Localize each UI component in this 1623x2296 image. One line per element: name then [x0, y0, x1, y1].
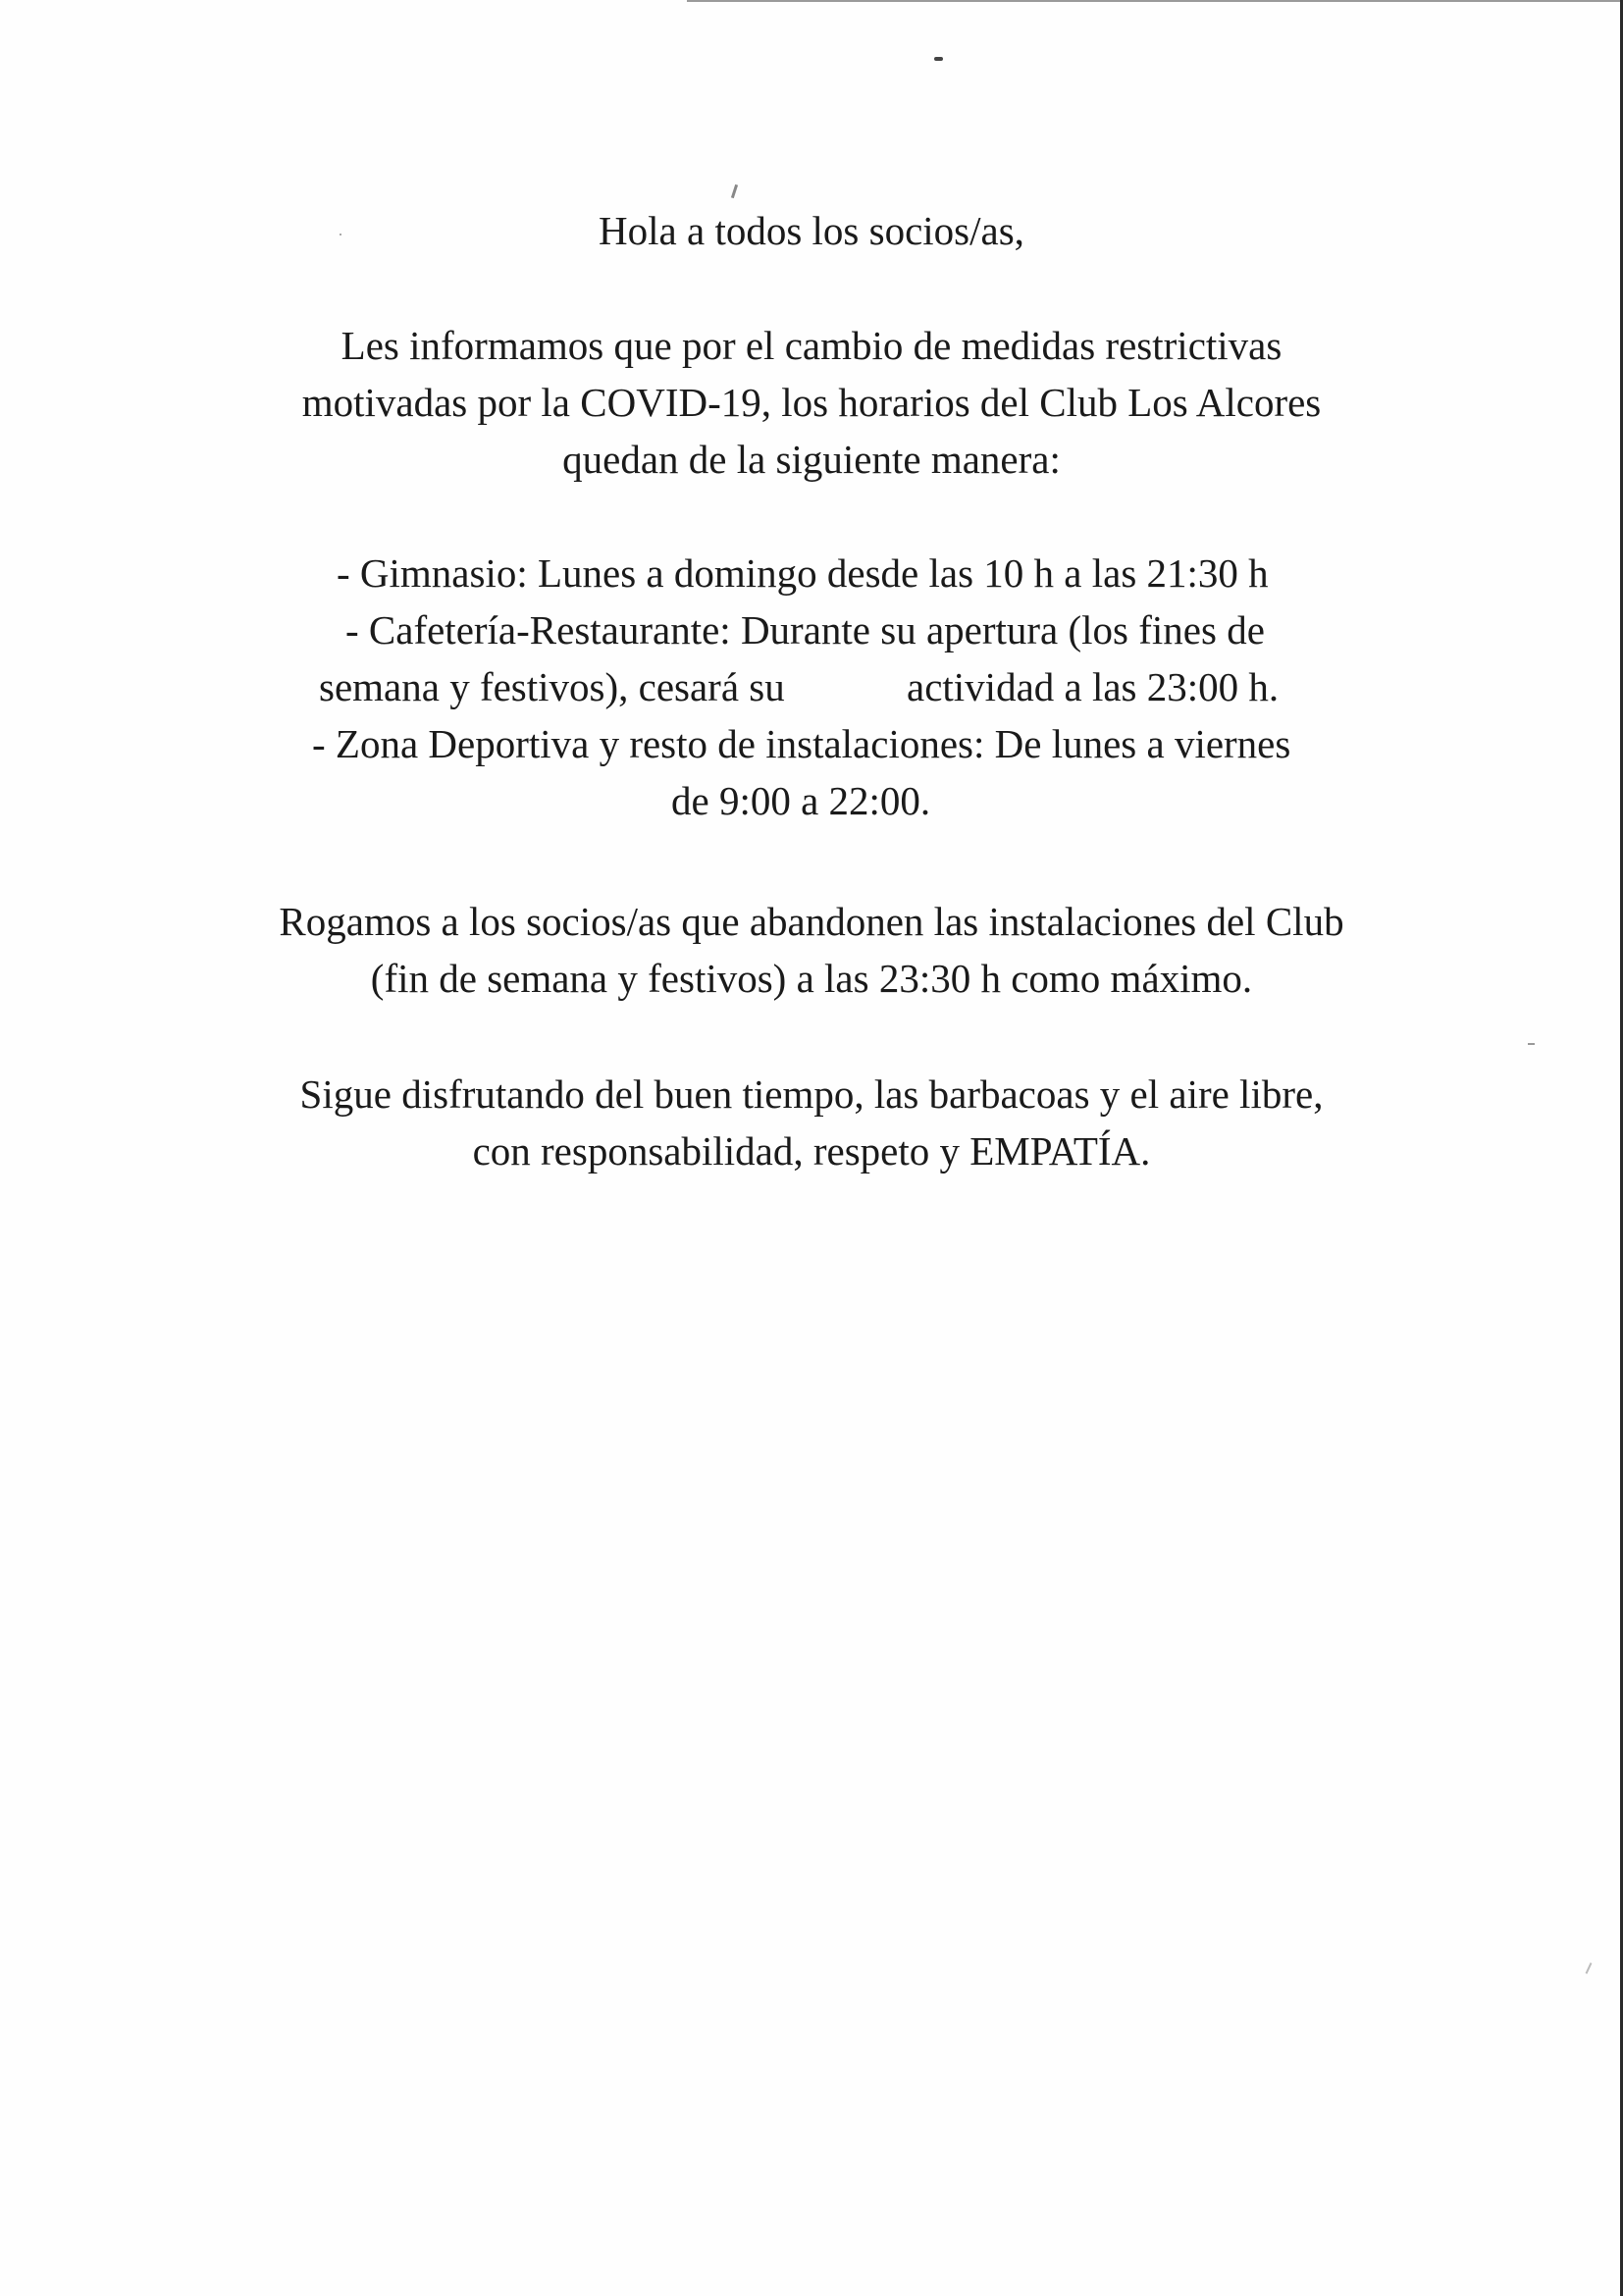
scan-top-edge: [687, 0, 1623, 2]
scan-speck: [934, 57, 943, 61]
scan-speck: [1528, 1043, 1535, 1045]
schedule-gym: - Gimnasio: Lunes a domingo desde las 10 h a las 21:30 h: [337, 550, 1269, 596]
intro-line-3: quedan de la siguiente manera:: [562, 437, 1061, 482]
intro-line-2: motivadas por la COVID-19, los horarios del Club Los Alcores: [301, 380, 1322, 425]
closing-line-1: Sigue disfrutando del buen tiempo, las barbacoas y el aire libre,: [299, 1071, 1324, 1117]
greeting: Hola a todos los socios/as,: [599, 208, 1024, 253]
request-line-1: Rogamos a los socios/as que abandonen las instalaciones del Club: [279, 899, 1344, 944]
schedule-sports-line-2: de 9:00 a 22:00.: [671, 778, 931, 823]
scan-speck: [731, 184, 738, 198]
request-line-2: (fin de semana y festivos) a las 23:30 h como máximo.: [370, 956, 1253, 1001]
schedule-cafe-line-1: - Cafetería-Restaurante: Durante su apertura (los fines de: [345, 607, 1265, 652]
schedule-cafe-line-2a: semana y festivos), cesará su: [319, 664, 785, 709]
schedule-sports-line-1: - Zona Deportiva y resto de instalaciones: De lunes a viernes: [312, 721, 1291, 766]
closing-line-2: con responsabilidad, respeto y EMPATÍA.: [472, 1128, 1151, 1174]
schedule-cafe-line-2b: actividad a las 23:00 h.: [907, 664, 1280, 709]
scan-speck: [1586, 1962, 1593, 1974]
intro-line-1: Les informamos que por el cambio de medidas restrictivas: [340, 323, 1283, 368]
